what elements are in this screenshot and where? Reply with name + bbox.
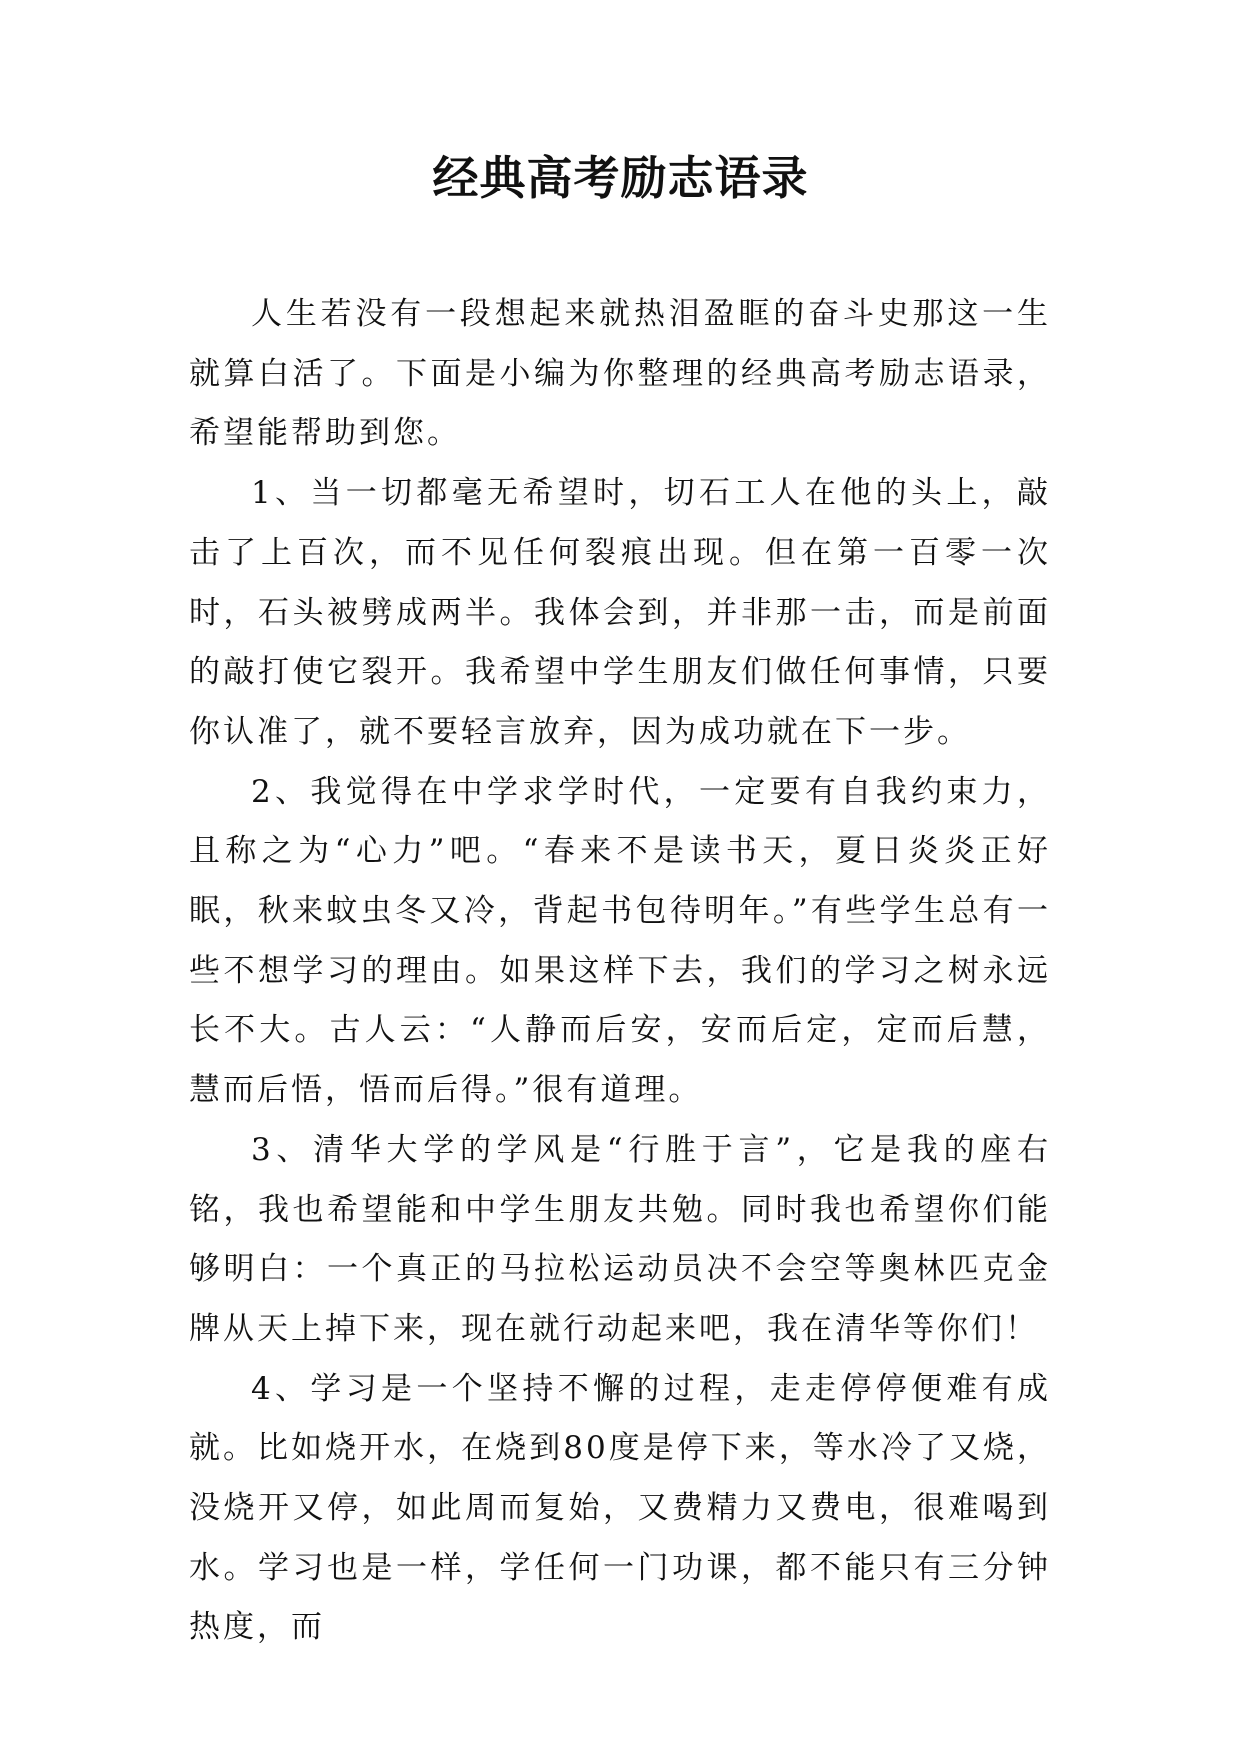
quote-paragraph-4: 4、学习是一个坚持不懈的过程，走走停停便难有成就。比如烧开水，在烧到80度是停下来，等水冷了又烧，没烧开又停，如此周而复始，又费精力又费电，很难喝到水。学习也是一样，学任何一门功课，都不能只有三分钟热度，而 bbox=[189, 1370, 1051, 1646]
intro-paragraph: 人生若没有一段想起来就热泪盈眶的奋斗史那这一生就算白活了。下面是小编为你整理的经典高考励志语录，希望能帮助到您。 bbox=[189, 296, 1051, 452]
document-body bbox=[189, 285, 1051, 1658]
quote-paragraph-2: 2、我觉得在中学求学时代，一定要有自我约束力，且称之为“心力”吧。“春来不是读书天，夏日炎炎正好眠，秋来蚊虫冬又冷，背起书包待明年。”有些学生总有一些不想学习的理由。如果这样下去，我们的学习之树永远长不大。古人云：“人静而后安，安而后定，定而后慧，慧而后悟，悟而后得。”很有道理。 bbox=[189, 773, 1051, 1109]
quote-paragraph-3: 3、清华大学的学风是“行胜于言”，它是我的座右铭，我也希望能和中学生朋友共勉。同时我也希望你们能够明白：一个真正的马拉松运动员决不会空等奥林匹克金牌从天上掉下来，现在就行动起来吧，我在清华等你们！ bbox=[189, 1131, 1051, 1347]
page-title: 经典高考励志语录 bbox=[432, 151, 809, 205]
quote-paragraph-1: 1、当一切都毫无希望时，切石工人在他的头上，敲击了上百次，而不见任何裂痕出现。但在第一百零一次时，石头被劈成两半。我体会到，并非那一击，而是前面的敲打使它裂开。我希望中学生朋友们做任何事情，只要你认准了，就不要轻言放弃，因为成功就在下一步。 bbox=[189, 475, 1051, 750]
